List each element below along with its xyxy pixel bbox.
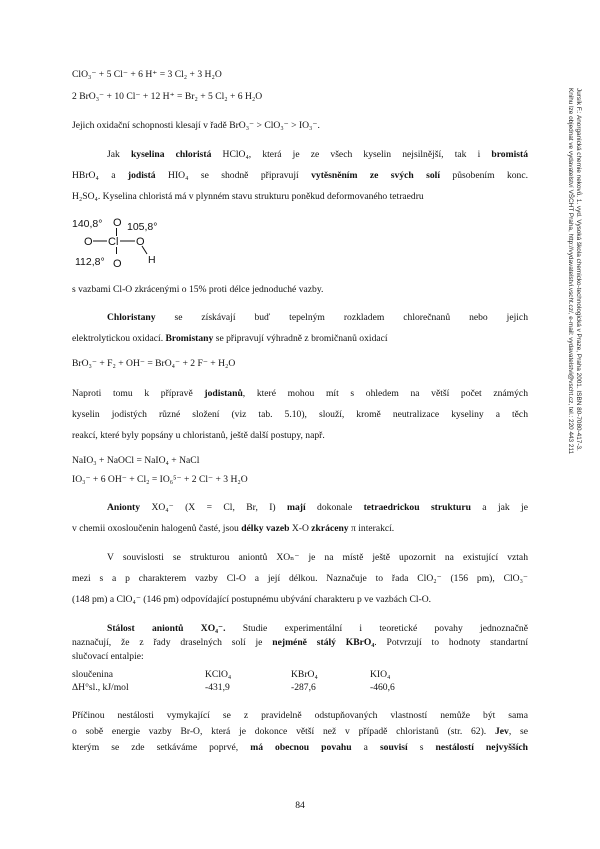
bonds-text: s vazbami Cl-O zkrácenými o 15% proti délce jednoduché vazby. bbox=[72, 284, 324, 295]
table-header-cell: KBrO₄ bbox=[291, 668, 318, 680]
text-span: v chemii oxosloučenin halogenů časté, jsou bbox=[72, 523, 242, 534]
term-related: souvisí bbox=[379, 742, 408, 753]
term-least-stable: nejméně stálý KBrO₄ bbox=[272, 637, 375, 648]
table-header-cell: KIO₄ bbox=[370, 668, 391, 680]
para-iodate-line-2: kyselin jodistých různé složení (viz tab. 5.10), slouží, kromě neutralizace kyseliny a těch bbox=[72, 409, 528, 420]
table-header-cell: KClO₄ bbox=[205, 668, 232, 680]
text-span: HClO₄, která je ze všech kyselin nejsilnější, tak i bbox=[211, 149, 492, 160]
enthalpy-table bbox=[72, 668, 395, 694]
text-span: X-O bbox=[289, 523, 312, 534]
text-span: naznačují, že z řady draselných solí je bbox=[72, 637, 273, 648]
text-span: . Potvrzují to hodnoty standartní bbox=[374, 637, 528, 648]
text-span: dokonale bbox=[305, 502, 364, 513]
text-span: s bbox=[407, 742, 436, 753]
para-anions-line-2 bbox=[72, 523, 394, 535]
term-shortened: zkráceny bbox=[311, 523, 349, 534]
para-anions-line-1 bbox=[107, 502, 528, 514]
atom-o-bottom: O bbox=[113, 258, 122, 270]
table-row-label: ΔH°sl., kJ/mol bbox=[72, 681, 129, 693]
para-structure-line-1: V souvislosti se strukturou aniontů XOₙ⁻ je na místě ještě upozornit na existující vztah bbox=[107, 552, 528, 563]
angle-label-1: 140,8° bbox=[72, 218, 103, 230]
equation-chlorate: ClO₃⁻ + 5 Cl⁻ + 6 H⁺ = 3 Cl₂ + 3 H₂O bbox=[72, 69, 222, 80]
angle-label-3: 112,8° bbox=[75, 256, 105, 268]
perchloric-acid-structure bbox=[72, 206, 192, 272]
term-instability: nestálostí nejvyšších bbox=[435, 742, 529, 753]
angle-label-2: 105,8° bbox=[127, 221, 158, 233]
table-header-cell: sloučenina bbox=[72, 668, 114, 680]
term-anions: Anionty bbox=[107, 502, 141, 513]
para-stability-line-3: slučovací entalpie: bbox=[72, 651, 144, 662]
para-cause-line-1: Příčinou nestálosti vymykající se z pravidelně odstupňovaných vlastností nemůže být sama bbox=[72, 710, 528, 721]
term-perchlorates: Chloristany bbox=[107, 312, 156, 323]
term-perchloric-acid: kyselina chloristá bbox=[130, 149, 212, 160]
side-citation bbox=[566, 88, 582, 454]
para-acids-line-1 bbox=[107, 149, 528, 161]
side-citation-line-1: Jursík F.: Anorganická chemie nekovů. 1. vyd. Vysoká škola chemicko-technologická v Praze, Praha 2001. ISBN 80-7080-417-3. bbox=[575, 88, 582, 451]
text-span: Naproti tomu k přípravě bbox=[72, 388, 205, 399]
term-displacement: vytěsněním ze svých solí bbox=[311, 170, 441, 181]
term-bond-lengths: délky vazeb bbox=[241, 523, 290, 534]
para-iodate-line-3: reakcí, které byly popsány u chloristanů, ještě další postupy, např. bbox=[72, 430, 325, 441]
text-span: , které mohou mít s ohledem na větší počet známých bbox=[242, 388, 528, 399]
equation-bromate: 2 BrO₃⁻ + 10 Cl⁻ + 12 H⁺ = Br₂ + 5 Cl₂ + 6 H₂O bbox=[72, 91, 263, 102]
para-cause-line-2 bbox=[72, 726, 528, 738]
term-periodic: jodistá bbox=[127, 170, 156, 181]
para-stability-line-2 bbox=[72, 637, 528, 649]
text-span: kterým se zde setkáváme poprvé, bbox=[72, 742, 251, 753]
equation-iodate-2: IO₃⁻ + 6 OH⁻ + Cl₂ = IO₆⁵⁻ + 2 Cl⁻ + 3 H₂O bbox=[72, 474, 248, 485]
equation-iodate-1: NaIO₃ + NaOCl = NaIO₄ + NaCl bbox=[72, 455, 200, 466]
text-span: se získávají buď tepelným rozkladem chlorečnanů nebo jejich bbox=[155, 312, 528, 323]
side-citation-line-2: Knihu lze objednat ve vydavatelství VŠCHT Praha, http://vydavatelstvi.vscht.cz/, e-mail: vydavatelstvi@vscht.cz, tel.: 220 443 211 bbox=[567, 88, 574, 455]
table-row bbox=[72, 681, 395, 694]
text-span: XO₄⁻ (X = Cl, Br, I) bbox=[140, 502, 288, 513]
para-structure-line-3: (148 pm) a ClO₄⁻ (146 pm) odpovídající postupnému ubývání charakteru p ve vazbách Cl-O. bbox=[72, 594, 432, 605]
text-span: HIO₄ se shodně připravují bbox=[155, 170, 312, 181]
term-have: mají bbox=[287, 502, 306, 513]
text-span: Studie experimentální i teoretické povahy jednoznačně bbox=[225, 623, 528, 634]
equation-bromate-oxidation: BrO₃⁻ + F₂ + OH⁻ = BrO₄⁻ + 2 F⁻ + H₂O bbox=[72, 358, 236, 369]
para-iodate-line-1 bbox=[72, 388, 528, 400]
term-tetrahedral: tetraedrickou strukturu bbox=[363, 502, 471, 513]
atom-o-top: O bbox=[113, 217, 122, 229]
term-phenomenon: Jev bbox=[494, 726, 509, 737]
text-span: elektrolytickou oxidací. bbox=[72, 333, 166, 344]
table-cell: -431,9 bbox=[205, 681, 230, 693]
table-cell: -460,6 bbox=[370, 681, 395, 693]
text-span: se připravují výhradně z bromičnanů oxidací bbox=[213, 333, 388, 344]
para-prep-line-2 bbox=[72, 333, 388, 345]
table-cell: -287,6 bbox=[291, 681, 316, 693]
atom-cl: Cl bbox=[108, 236, 119, 248]
text-span: a jak je bbox=[470, 502, 528, 513]
term-perbromic: bromistá bbox=[491, 149, 528, 160]
atom-h: H bbox=[148, 254, 156, 266]
term-stability: Stálost aniontů XO₄⁻. bbox=[107, 623, 226, 634]
page-number: 84 bbox=[295, 800, 305, 811]
term-periodates: jodistanů bbox=[204, 388, 243, 399]
para-cause-line-3 bbox=[72, 742, 528, 754]
para-prep-line-1 bbox=[107, 312, 528, 324]
text-span: a bbox=[351, 742, 380, 753]
table-header-row bbox=[72, 668, 395, 681]
text-span: HBrO₄ a bbox=[72, 170, 128, 181]
atom-o-right: O bbox=[136, 236, 145, 248]
text-span: , se bbox=[508, 726, 528, 737]
term-general: má obecnou povahu bbox=[250, 742, 352, 753]
para-structure-line-2: mezi s a p charakterem vazby Cl-O a její délkou. Naznačuje to řada ClO₂⁻ (156 pm), ClO₃⁻ bbox=[72, 573, 528, 584]
text-span: působením konc. bbox=[440, 170, 528, 181]
text-span: Jak bbox=[107, 149, 131, 160]
text-span: o sobě energie vazby Br-O, která je dokonce větší než v případě chloristanů (str. 62). bbox=[72, 726, 495, 737]
term-perbromates: Bromistany bbox=[165, 333, 214, 344]
para-acids-line-3: H₂SO₄. Kyselina chloristá má v plynném stavu strukturu poněkud deformovaného tetraedru bbox=[72, 191, 424, 202]
oxidation-order-text: Jejich oxidační schopnosti klesají v řadě BrO₃⁻ > ClO₃⁻ > IO₃⁻. bbox=[72, 120, 320, 131]
text-span: π interakcí. bbox=[348, 523, 395, 534]
para-stability-line-1 bbox=[107, 623, 528, 635]
para-acids-line-2 bbox=[72, 170, 528, 182]
atom-o-left: O bbox=[84, 236, 93, 248]
